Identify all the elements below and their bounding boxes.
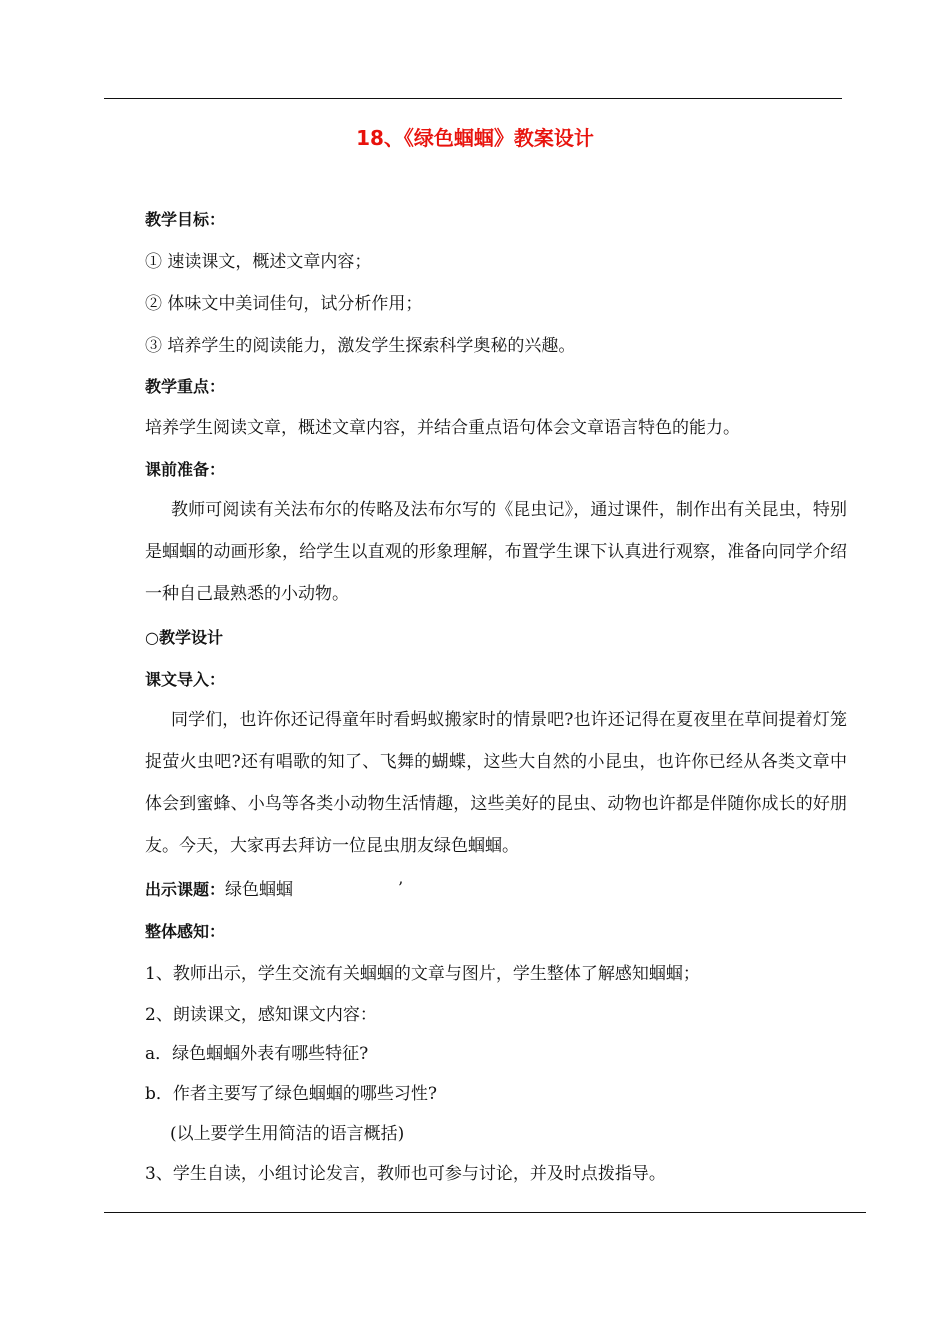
overall-item-3: 3、学生自读，小组讨论发言，教师也可参与讨论，并及时点拨指导。 (145, 1164, 666, 1184)
objective-item-3: ③ 培养学生的阅读能力，激发学生探索科学奥秘的兴趣。 (145, 336, 576, 356)
overall-item-2: 2、朗读课文，感知课文内容： (145, 1005, 377, 1025)
overall-heading: 整体感知： (145, 922, 226, 941)
intro-text: 同学们，也许你还记得童年时看蚂蚁搬家时的情景吧?也许还记得在夏夜里在草间提着灯笼捉萤火虫吧?还有唱歌的知了、飞舞的蝴蝶，这些大自然的小昆虫，也许你已经从各类文章中体会到蜜蜂、小鸟等各类小动物生活情趣，这些美好的昆虫、动物也许都是伴随你成长的好朋友。今天，大家再去拜访一位昆虫朋友绿色蝈蝈。 (145, 710, 847, 856)
objective-item-1: ① 速读课文，概述文章内容； (145, 252, 372, 272)
overall-item-a: a．绿色蝈蝈外表有哪些特征? (145, 1044, 369, 1064)
document-title: 18、《绿色蝈蝈》教案设计 (356, 126, 594, 150)
footer-rule (104, 1212, 866, 1213)
objective-item-2: ② 体味文中美词佳句，试分析作用； (145, 294, 423, 314)
overall-item-b: b．作者主要写了绿色蝈蝈的哪些习性? (145, 1084, 437, 1104)
overall-note: (以上要学生用简洁的语言概括) (170, 1124, 405, 1144)
design-heading: ○教学设计 (145, 628, 223, 647)
header-rule (104, 98, 842, 99)
show-topic-line (145, 878, 293, 902)
preparation-text: 教师可阅读有关法布尔的传略及法布尔写的《昆虫记》，通过课件，制作出有关昆虫，特别是蝈蝈的动画形象，给学生以直观的形象理解，布置学生课下认真进行观察，准备向同学介绍一种自己最熟悉的小动物。 (145, 500, 847, 604)
intro-heading: 课文导入： (145, 670, 226, 689)
overall-item-1: 1、教师出示，学生交流有关蝈蝈的文章与图片，学生整体了解感知蝈蝈； (145, 964, 700, 984)
show-topic-label: 出示课题： (145, 880, 226, 899)
key-points-text: 培养学生阅读文章，概述文章内容，并结合重点语句体会文章语言特色的能力。 (145, 418, 740, 438)
stray-mark: ’ (398, 878, 404, 897)
preparation-heading: 课前准备： (145, 460, 226, 479)
objectives-heading: 教学目标： (145, 210, 226, 229)
key-points-heading: 教学重点： (145, 377, 226, 396)
show-topic-value: 绿色蝈蝈 (225, 880, 294, 900)
